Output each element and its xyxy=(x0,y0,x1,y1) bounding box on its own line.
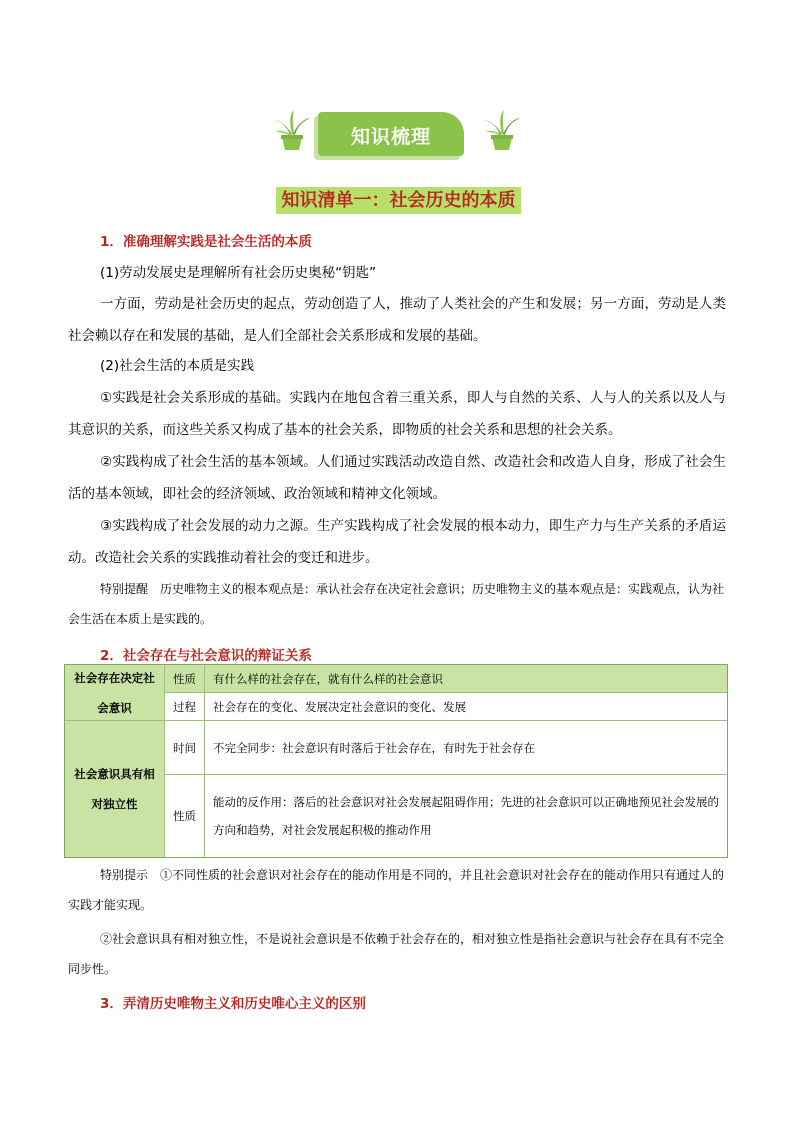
special-reminder-1: 特别提醒 历史唯物主义的根本观点是：承认社会存在决定社会意识；历史唯物主义的基本观点是：实践观点，认为社会生活在本质上是实践的。 xyxy=(68,582,725,626)
table-key: 性质 xyxy=(165,775,205,857)
table-key: 时间 xyxy=(165,721,205,775)
paragraph-4: ①实践是社会关系形成的基础。实践内在地包含着三重关系，即人与自然的关系、人与人的关系以及人与其意识的关系，而这些关系又构成了基本的社会关系，即物质的社会关系和思想的社会关系。 xyxy=(68,390,726,438)
table-group-label: 社会意识具有相对独立性 xyxy=(65,721,165,857)
table-value: 能动的反作用：落后的社会意识对社会发展起阻碍作用；先进的社会意识可以正确地预见社会发展的方向和趋势，对社会发展起积极的推动作用 xyxy=(213,795,719,837)
paragraph-1: (1)劳动发展史是理解所有社会历史奥秘“钥匙” xyxy=(100,265,377,281)
dialectic-table xyxy=(64,664,728,858)
table-value: 社会存在的变化、发展决定社会意识的变化、发展 xyxy=(205,693,727,721)
table-group-label: 社会存在决定社会意识 xyxy=(65,665,165,721)
banner-box xyxy=(318,112,464,156)
heading-3: 3．弄清历史唯物主义和历史唯心主义的区别 xyxy=(100,996,366,1012)
section-title: 知识清单一：社会历史的本质 xyxy=(276,187,521,214)
table-value: 有什么样的社会存在，就有什么样的社会意识 xyxy=(205,665,727,693)
special-reminder-2b: ②社会意识具有相对独立性，不是说社会意识是不依赖于社会存在的，相对独立性是指社会意识与社会存在具有不完全同步性。 xyxy=(68,932,725,976)
plant-icon xyxy=(272,108,312,152)
plant-icon xyxy=(482,108,522,152)
special-reminder-2a: 特别提示 ①不同性质的社会意识对社会存在的能动作用是不同的，并且社会意识对社会存在的能动作用只有通过人的实践才能实现。 xyxy=(68,868,725,912)
paragraph-2: 一方面，劳动是社会历史的起点，劳动创造了人，推动了人类社会的产生和发展；另一方面，劳动是人类社会赖以存在和发展的基础，是人们全部社会关系形成和发展的基础。 xyxy=(68,296,726,344)
paragraph-5: ②实践构成了社会生活的基本领域。人们通过实践活动改造自然、改造社会和改造人自身，形成了社会生活的基本领域，即社会的经济领域、政治领域和精神文化领域。 xyxy=(68,454,726,502)
banner-title: 知识梳理 xyxy=(350,126,431,148)
table-value: 不完全同步：社会意识有时落后于社会存在，有时先于社会存在 xyxy=(205,721,727,775)
heading-2: 2．社会存在与社会意识的辩证关系 xyxy=(100,648,312,664)
paragraph-3: (2)社会生活的本质是实践 xyxy=(100,358,255,374)
heading-1: 1．准确理解实践是社会生活的本质 xyxy=(100,234,312,250)
paragraph-6: ③实践构成了社会发展的动力之源。生产实践构成了社会发展的根本动力，即生产力与生产关系的矛盾运动。改造社会关系的实践推动着社会的变迁和进步。 xyxy=(68,518,726,566)
section-banner xyxy=(0,108,794,160)
table-key: 过程 xyxy=(165,693,205,721)
table-key: 性质 xyxy=(165,665,205,693)
